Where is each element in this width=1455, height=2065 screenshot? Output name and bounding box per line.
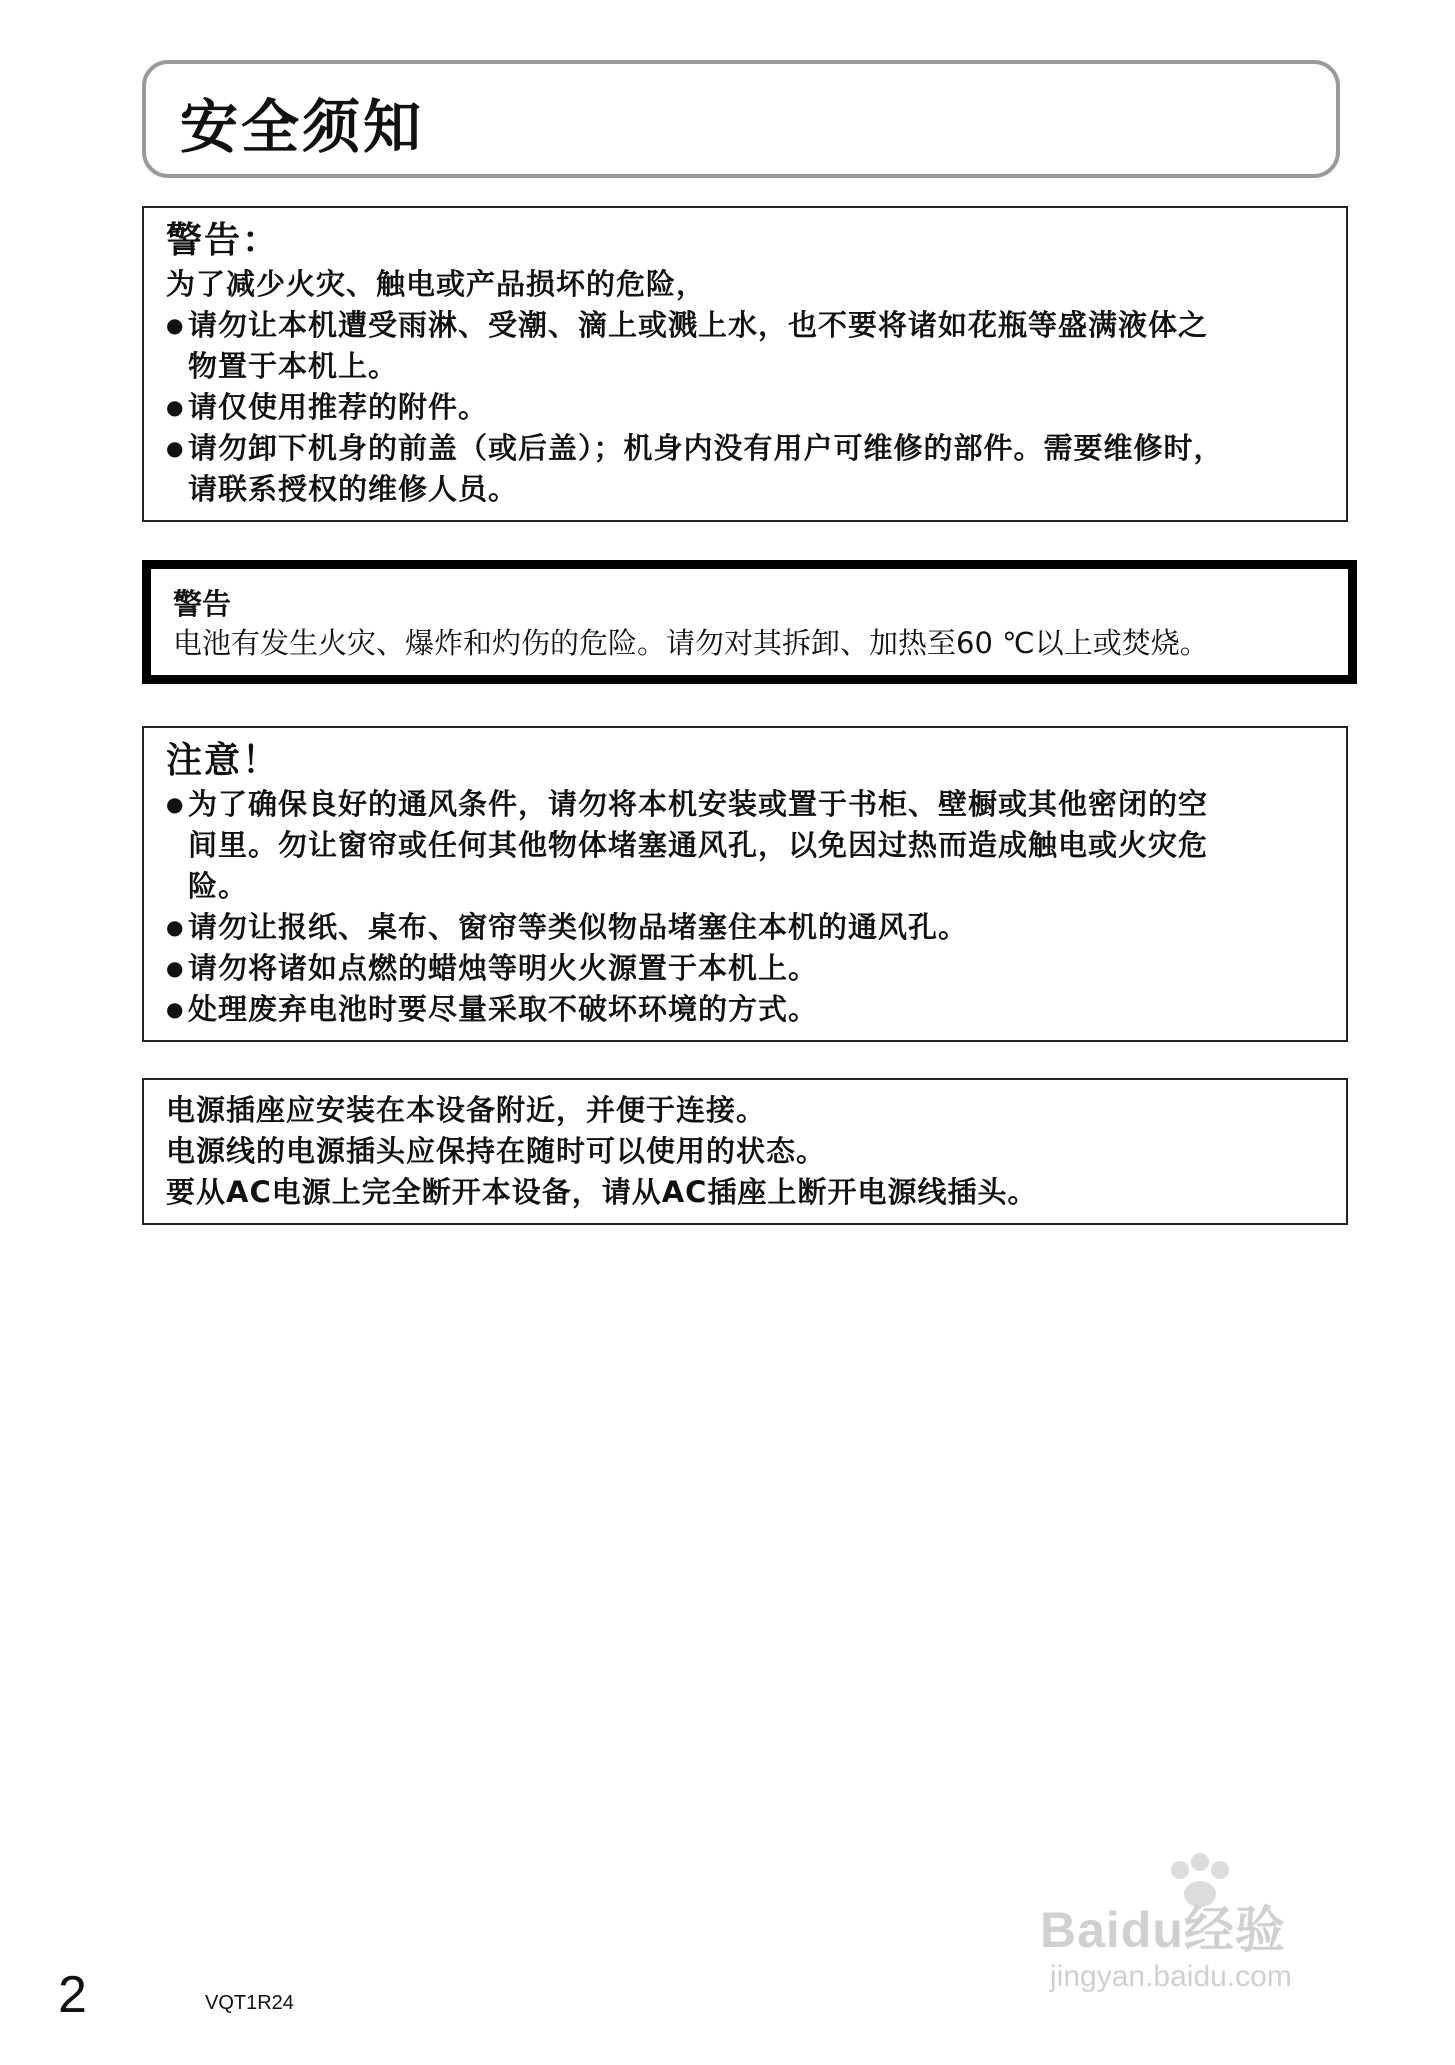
caution-heading: 注意！ [166, 740, 281, 781]
watermark-sub: jingyan.baidu.com [1050, 1960, 1292, 1993]
caution-box [142, 726, 1348, 1042]
battery-warning-heading: 警告 [173, 587, 232, 621]
power-box [142, 1078, 1348, 1225]
battery-warning-box [142, 560, 1357, 684]
caution-bullet-1-line1: 为了确保良好的通风条件，请勿将本机安装或置于书柜、壁橱或其他密闭的空 [188, 787, 1209, 821]
page-number: 2 [58, 1966, 87, 2024]
warning-bullet-1 [166, 305, 1324, 387]
bullet-icon: ● [166, 915, 185, 939]
power-line-1: 电源插座应安装在本设备附近，并便于连接。 [166, 1093, 767, 1127]
bullet-icon: ● [166, 792, 185, 816]
warning-intro: 为了减少火灾、触电或产品损坏的危险， [166, 267, 707, 301]
caution-bullet-4-line1: 处理废弃电池时要尽量采取不破坏环境的方式。 [188, 992, 819, 1026]
watermark-main: Baidu经验 [1040, 1902, 1286, 1958]
caution-bullet-2 [166, 907, 1324, 948]
caution-bullet-3-line1: 请勿将诸如点燃的蜡烛等明火火源置于本机上。 [188, 951, 819, 985]
power-line-3: 要从AC电源上完全断开本设备，请从AC插座上断开电源线插头。 [166, 1175, 1038, 1209]
caution-bullet-1-line2: 间里。勿让窗帘或任何其他物体堵塞通风孔，以免因过热而造成触电或火灾危 [188, 828, 1209, 862]
caution-bullet-2-line1: 请勿让报纸、桌布、窗帘等类似物品堵塞住本机的通风孔。 [188, 910, 969, 944]
warning-bullet-1-line1: 请勿让本机遭受雨淋、受潮、滴上或溅上水，也不要将诸如花瓶等盛满液体之 [188, 308, 1209, 342]
bullet-icon: ● [166, 436, 185, 460]
bullet-icon: ● [166, 313, 185, 337]
caution-bullet-3 [166, 948, 1324, 989]
bullet-icon: ● [166, 997, 185, 1021]
warning-box [142, 206, 1348, 522]
caution-bullet-1-line3: 险。 [188, 869, 249, 903]
doc-code: VQT1R24 [205, 1992, 294, 2014]
bullet-icon: ● [166, 956, 185, 980]
bullet-icon: ● [166, 395, 185, 419]
caution-bullet-1 [166, 784, 1324, 907]
page-title: 安全须知 [180, 93, 425, 161]
watermark [1040, 1850, 1380, 2000]
caution-bullet-4 [166, 989, 1324, 1030]
warning-bullet-3-line2: 请联系授权的维修人员。 [188, 472, 519, 506]
warning-bullet-3-line1: 请勿卸下机身的前盖（或后盖）；机身内没有用户可维修的部件。需要维修时， [188, 431, 1224, 465]
power-line-2: 电源线的电源插头应保持在随时可以使用的状态。 [166, 1134, 827, 1168]
warning-bullet-3 [166, 428, 1324, 510]
battery-warning-text: 电池有发生火灾、爆炸和灼伤的危险。请勿对其拆卸、加热至60 ℃以上或焚烧。 [173, 626, 1209, 660]
warning-bullet-2-line1: 请仅使用推荐的附件。 [188, 390, 489, 424]
warning-bullet-1-line2: 物置于本机上。 [188, 349, 399, 383]
warning-bullet-2 [166, 387, 1324, 428]
warning-heading: 警告： [166, 220, 281, 261]
title-box [142, 60, 1340, 178]
